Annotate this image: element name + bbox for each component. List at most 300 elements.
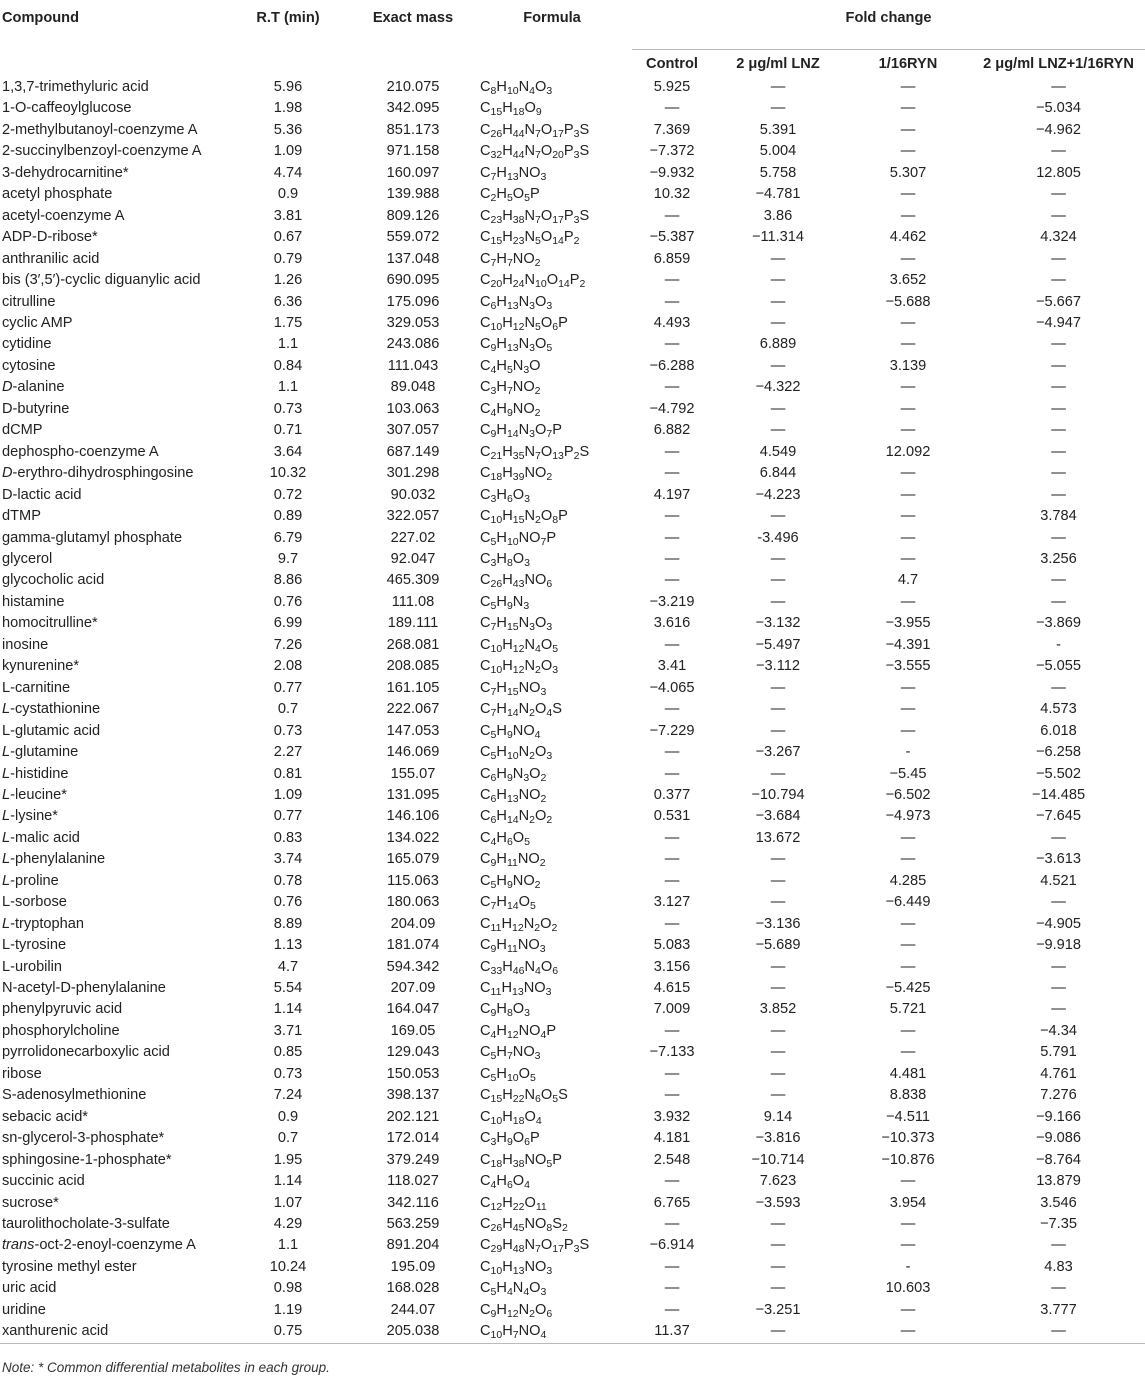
cell-ryn: −3.955 — [885, 615, 931, 632]
table-row — [0, 270, 1145, 291]
compound-name: -leucine* — [10, 786, 67, 803]
cell-lnz-ryn: — — [1051, 443, 1066, 460]
cell-formula: $C_3H_9O_6P$ — [480, 1130, 540, 1149]
compound-name: 2-succinylbenzoyl-coenzyme A — [2, 143, 202, 160]
cell-ryn: — — [900, 722, 916, 739]
cell-rt: 7.24 — [273, 1087, 303, 1104]
table-row — [0, 957, 1145, 978]
cell-control: 3.932 — [653, 1108, 691, 1125]
compound-name: 1-O-caffeoylglucose — [2, 100, 132, 117]
cell-rt: 10.24 — [269, 1258, 307, 1275]
cell-ryn: — — [900, 379, 916, 396]
cell-ryn: −4.973 — [885, 808, 931, 825]
table-row — [0, 1300, 1145, 1321]
cell-control: 7.009 — [653, 1001, 691, 1018]
cell-mass: 90.032 — [390, 486, 436, 503]
cell-ryn: 3.652 — [889, 272, 927, 289]
cell-mass: 379.249 — [386, 1151, 440, 1168]
cell-compound — [0, 999, 222, 1020]
cell-formula: $C_3H_6O_3$ — [480, 486, 530, 505]
cell-formula: $C_3H_8O_3$ — [480, 550, 530, 569]
cell-formula: $C_8H_{10}N_4O_3$ — [480, 79, 553, 97]
cell-lnz-ryn: — — [1051, 679, 1066, 696]
cell-lnz-ryn: — — [1051, 79, 1066, 95]
cell-compound — [0, 206, 222, 227]
compound-name: L-tyrosine — [2, 937, 67, 954]
cell-compound — [0, 613, 222, 634]
cell-formula: $C_4H_5N_3O$ — [480, 357, 541, 376]
cell-control: — — [664, 293, 680, 310]
table-row — [0, 764, 1145, 785]
compound-name: taurolithocholate-3-sulfate — [2, 1216, 170, 1233]
cell-rt: 5.96 — [273, 79, 303, 95]
table-row — [0, 656, 1145, 677]
table-row — [0, 1150, 1145, 1171]
cell-formula: $C_{11}H_{13}NO_3$ — [480, 980, 552, 999]
cell-rt: 0.76 — [273, 593, 303, 610]
cell-compound — [0, 721, 222, 742]
cell-mass: 92.047 — [390, 550, 436, 567]
cell-ryn: — — [900, 1301, 916, 1318]
cell-lnz: −4.322 — [755, 379, 801, 396]
compound-name: sphingosine-1-phosphate* — [2, 1151, 172, 1168]
cell-rt: 0.7 — [277, 1130, 299, 1147]
cell-mass: 103.063 — [386, 400, 440, 417]
cell-lnz: -3.496 — [757, 529, 799, 546]
table-row — [0, 828, 1145, 849]
cell-lnz-ryn: 3.256 — [1040, 550, 1077, 567]
cell-lnz: −3.132 — [755, 615, 801, 632]
cell-lnz: — — [770, 701, 786, 718]
cell-control: −4.065 — [649, 679, 695, 696]
compound-name: -histidine — [10, 765, 69, 782]
cell-formula: $C_{10}H_{13}NO_3$ — [480, 1258, 553, 1277]
compound-name: bis (3′,5′)-cyclic diguanylic acid — [2, 272, 201, 289]
cell-ryn: — — [900, 679, 916, 696]
cell-rt: 1.09 — [273, 786, 303, 803]
cell-lnz: −4.223 — [755, 486, 801, 503]
cell-rt: 1.19 — [273, 1301, 303, 1318]
cell-control: 4.181 — [653, 1130, 691, 1147]
cell-mass: 111.043 — [387, 357, 439, 374]
cell-mass: 111.08 — [391, 593, 435, 610]
cell-formula: $C_9H_{13}N_3O_5$ — [480, 336, 553, 355]
cell-control: −9.932 — [649, 164, 695, 181]
cell-control: — — [664, 701, 680, 718]
cell-compound — [0, 1278, 222, 1299]
cell-compound — [0, 957, 222, 978]
cell-rt: 4.74 — [273, 164, 303, 181]
cell-lnz: −5.689 — [755, 937, 801, 954]
cell-compound — [0, 98, 222, 119]
cell-control: 3.156 — [653, 958, 691, 975]
table-row — [0, 1321, 1145, 1343]
cell-lnz-ryn: 3.777 — [1040, 1301, 1077, 1318]
cell-mass: 268.081 — [386, 636, 440, 653]
cell-lnz-ryn: — — [1051, 250, 1066, 267]
cell-mass: 195.09 — [390, 1258, 436, 1275]
cell-compound — [0, 892, 222, 913]
cell-control: — — [664, 379, 680, 396]
cell-formula: $C_5H_9N_3$ — [480, 593, 530, 612]
cell-control: −4.792 — [649, 400, 695, 417]
cell-ryn: −10.373 — [881, 1130, 935, 1147]
compound-prefix: L — [2, 808, 11, 825]
cell-mass: 244.07 — [390, 1301, 436, 1318]
table-row — [0, 914, 1145, 935]
cell-compound — [0, 806, 222, 827]
cell-lnz-ryn: — — [1051, 422, 1066, 439]
cell-lnz: — — [770, 272, 786, 289]
cell-formula: $C_7H_{14}N_2O_4S$ — [480, 701, 562, 720]
table-row — [0, 1235, 1145, 1256]
compound-name: succinic acid — [2, 1173, 85, 1190]
cell-mass: 594.342 — [386, 958, 440, 975]
cell-lnz-ryn: −6.258 — [1035, 744, 1082, 761]
cell-lnz: 6.889 — [759, 336, 797, 353]
cell-mass: 146.069 — [386, 744, 440, 761]
cell-control: −5.387 — [649, 229, 695, 246]
table-row — [0, 1085, 1145, 1106]
cell-control: — — [664, 1280, 680, 1297]
cell-ryn: 4.462 — [889, 229, 927, 246]
cell-control: 7.369 — [653, 121, 691, 138]
cell-compound — [0, 742, 222, 763]
cell-rt: 0.78 — [273, 872, 303, 889]
cell-rt: 1.14 — [273, 1173, 303, 1190]
cell-lnz: 7.623 — [759, 1173, 797, 1190]
cell-formula: $C_{10}H_{18}O_4$ — [480, 1108, 542, 1127]
cell-formula: $C_7H_{14}O_5$ — [480, 894, 536, 913]
table-row — [0, 227, 1145, 248]
cell-mass: 189.111 — [387, 615, 439, 632]
cell-rt: 0.85 — [273, 1044, 303, 1061]
table-row — [0, 635, 1145, 656]
cell-compound — [0, 356, 222, 377]
cell-formula: $C_9H_{14}N_3O_7P$ — [480, 422, 562, 441]
cell-ryn: 3.954 — [889, 1194, 927, 1211]
cell-mass: 329.053 — [386, 314, 440, 331]
cell-mass: 307.057 — [386, 422, 440, 439]
cell-ryn: — — [900, 207, 916, 224]
compound-prefix: L — [2, 872, 11, 889]
cell-compound — [0, 1235, 222, 1256]
cell-lnz-ryn: −9.086 — [1035, 1130, 1082, 1147]
cell-rt: 9.7 — [277, 550, 299, 567]
cell-mass: 222.067 — [386, 701, 440, 718]
cell-mass: 202.121 — [386, 1108, 440, 1125]
compound-name: L-sorbose — [2, 894, 67, 911]
cell-lnz-ryn: — — [1051, 958, 1066, 975]
compound-name: L-glutamic acid — [2, 722, 101, 739]
cell-rt: 6.36 — [273, 293, 303, 310]
cell-mass: 342.116 — [387, 1194, 439, 1211]
table-row — [0, 313, 1145, 334]
cell-compound — [0, 1064, 222, 1085]
cell-lnz: −3.136 — [755, 915, 801, 932]
cell-mass: 971.158 — [386, 143, 440, 160]
compound-name: tyrosine methyl ester — [2, 1258, 137, 1275]
table-row — [0, 420, 1145, 441]
cell-compound — [0, 699, 222, 720]
cell-lnz-ryn: — — [1051, 593, 1066, 610]
compound-prefix: L — [2, 765, 11, 782]
cell-rt: 2.08 — [273, 658, 303, 675]
cell-ryn: 4.481 — [889, 1065, 927, 1082]
cell-compound — [0, 141, 222, 162]
cell-rt: 3.71 — [273, 1022, 303, 1039]
cell-ryn: −4.391 — [885, 636, 931, 653]
compound-name: cytidine — [2, 336, 52, 353]
cell-rt: 0.73 — [273, 722, 303, 739]
cell-formula: $C_7H_{15}NO_3$ — [480, 679, 547, 698]
cell-rt: 1.75 — [273, 314, 303, 331]
cell-formula: $C_{10}H_{12}N_2O_3$ — [480, 658, 559, 677]
compound-name: uric acid — [2, 1280, 57, 1297]
compound-name: -malic acid — [10, 829, 80, 846]
cell-formula: $C_{10}H_{12}N_5O_6P$ — [480, 314, 568, 333]
compound-name: -erythro-dihydrosphingosine — [12, 465, 194, 482]
compound-name: ribose — [2, 1065, 42, 1082]
cell-mass: 301.298 — [386, 465, 440, 482]
cell-formula: $C_9H_{12}N_2O_6$ — [480, 1301, 553, 1320]
cell-lnz: 6.844 — [759, 465, 797, 482]
cell-lnz: 9.14 — [763, 1108, 793, 1125]
cell-control: 0.531 — [653, 808, 691, 825]
cell-mass: 322.057 — [386, 508, 440, 525]
cell-mass: 160.097 — [386, 164, 440, 181]
compound-name: S-adenosylmethionine — [2, 1087, 147, 1104]
cell-compound — [0, 914, 222, 935]
compound-name: histamine — [2, 593, 65, 610]
compound-name: -phenylalanine — [10, 851, 106, 868]
header-exact-mass: Exact mass — [372, 10, 454, 26]
compound-name: -alanine — [12, 379, 65, 396]
cell-mass: 139.988 — [386, 186, 440, 203]
cell-lnz-ryn: 12.805 — [1036, 164, 1081, 181]
cell-ryn: — — [900, 937, 916, 954]
cell-compound — [0, 120, 222, 141]
cell-formula: $C_5H_9NO_4$ — [480, 722, 541, 741]
compound-name: kynurenine* — [2, 658, 80, 675]
cell-formula: $C_{33}H_{46}N_4O_6$ — [480, 958, 559, 977]
cell-rt: 5.54 — [273, 980, 303, 997]
cell-ryn: — — [900, 915, 916, 932]
compound-prefix: L — [2, 915, 11, 932]
cell-formula: $C_2H_5O_5P$ — [480, 186, 540, 205]
cell-control: −7.229 — [649, 722, 695, 739]
cell-lnz: — — [770, 765, 786, 782]
cell-formula: $C_5H_4N_4O_3$ — [480, 1280, 547, 1299]
cell-control: — — [664, 1065, 680, 1082]
cell-ryn: — — [900, 1173, 916, 1190]
cell-control: 10.32 — [653, 186, 691, 203]
cell-compound — [0, 635, 222, 656]
cell-rt: 8.86 — [273, 572, 303, 589]
cell-mass: 169.05 — [390, 1022, 436, 1039]
cell-lnz: — — [770, 1258, 786, 1275]
cell-rt: 0.98 — [273, 1280, 303, 1297]
cell-lnz-ryn: — — [1051, 379, 1066, 396]
compound-name: xanthurenic acid — [2, 1323, 109, 1340]
cell-rt: 0.77 — [273, 808, 303, 825]
cell-ryn: 5.307 — [889, 164, 927, 181]
cell-lnz: −10.794 — [751, 786, 805, 803]
cell-lnz-ryn: −4.947 — [1035, 314, 1082, 331]
cell-ryn: - — [905, 1258, 911, 1275]
cell-ryn: — — [900, 508, 916, 525]
compound-name: pyrrolidonecarboxylic acid — [2, 1044, 170, 1061]
cell-mass: 180.063 — [386, 894, 440, 911]
cell-formula: $C_5H_{10}NO_7P$ — [480, 529, 557, 548]
compound-name: inosine — [2, 636, 49, 653]
cell-lnz: — — [770, 1087, 786, 1104]
cell-rt: 6.99 — [273, 615, 303, 632]
cell-control: 3.41 — [657, 658, 687, 675]
cell-ryn: −5.688 — [885, 293, 931, 310]
cell-lnz: −5.497 — [755, 636, 801, 653]
cell-lnz: — — [770, 1044, 786, 1061]
cell-lnz: — — [770, 400, 786, 417]
cell-rt: 0.76 — [273, 894, 303, 911]
cell-rt: 8.89 — [273, 915, 303, 932]
cell-rt: 1.1 — [277, 1237, 299, 1254]
cell-mass: 207.09 — [390, 980, 436, 997]
cell-ryn: 8.838 — [889, 1087, 927, 1104]
cell-ryn: −3.555 — [885, 658, 931, 675]
cell-mass: 118.027 — [387, 1173, 439, 1190]
cell-lnz: — — [770, 980, 786, 997]
cell-formula: $C_5H_9NO_2$ — [480, 872, 541, 891]
cell-control: −3.219 — [649, 593, 695, 610]
cell-formula: $C_{26}H_{45}NO_8S_2$ — [480, 1216, 568, 1235]
cell-compound — [0, 1150, 222, 1171]
cell-ryn: — — [900, 593, 916, 610]
table-row — [0, 699, 1145, 720]
cell-rt: 1.26 — [273, 272, 303, 289]
cell-lnz-ryn: — — [1051, 486, 1066, 503]
table-row — [0, 249, 1145, 270]
cell-control: 0.377 — [653, 786, 691, 803]
cell-rt: 0.84 — [273, 357, 303, 374]
cell-rt: 0.72 — [273, 486, 303, 503]
cell-rt: 1.09 — [273, 143, 303, 160]
cell-lnz: 5.758 — [759, 164, 797, 181]
cell-rt: 3.74 — [273, 851, 303, 868]
compound-name: D-butyrine — [2, 400, 70, 417]
compound-prefix: L — [2, 786, 11, 803]
cell-ryn: — — [900, 550, 916, 567]
cell-compound — [0, 1021, 222, 1042]
cell-mass: 891.204 — [386, 1237, 440, 1254]
cell-rt: 3.64 — [273, 443, 303, 460]
cell-lnz-ryn: 4.521 — [1040, 872, 1077, 889]
table-row — [0, 141, 1145, 162]
cell-lnz-ryn: 4.324 — [1040, 229, 1077, 246]
header-fold-change: Fold change — [632, 0, 1145, 50]
cell-lnz: 5.004 — [759, 143, 797, 160]
cell-formula: $C_9H_{11}NO_3$ — [480, 937, 546, 956]
cell-lnz: — — [770, 722, 786, 739]
cell-control: 6.765 — [653, 1194, 691, 1211]
cell-formula: $C_{11}H_{12}N_2O_2$ — [480, 915, 558, 934]
cell-control: — — [664, 1216, 680, 1233]
compound-name: glycerol — [2, 550, 53, 567]
table-row — [0, 485, 1145, 506]
compound-prefix: L — [2, 744, 11, 761]
cell-mass: 204.09 — [390, 915, 436, 932]
cell-rt: 0.73 — [273, 1065, 303, 1082]
cell-rt: 0.71 — [273, 422, 303, 439]
cell-lnz-ryn: — — [1051, 572, 1066, 589]
cell-compound — [0, 570, 222, 591]
cell-lnz: — — [770, 1216, 786, 1233]
cell-lnz-ryn: −5.034 — [1035, 100, 1082, 117]
table-row — [0, 871, 1145, 892]
cell-rt: 4.7 — [277, 958, 299, 975]
compound-name: sebacic acid* — [2, 1108, 88, 1125]
cell-control: 4.197 — [653, 486, 691, 503]
cell-rt: 3.81 — [273, 207, 303, 224]
cell-control: — — [664, 272, 680, 289]
cell-formula: $C_7H_7NO_2$ — [480, 250, 541, 269]
header-lnz-ryn: 2 μg/ml LNZ+1/16RYN — [983, 55, 1134, 72]
compound-name: dTMP — [2, 508, 41, 525]
header-control: Control — [646, 55, 698, 72]
cell-mass: 809.126 — [386, 207, 440, 224]
cell-control: — — [664, 872, 680, 889]
cell-mass: 210.075 — [386, 79, 440, 95]
cell-lnz-ryn: — — [1051, 1237, 1066, 1254]
header-formula: Formula — [523, 10, 581, 26]
cell-ryn: — — [900, 465, 916, 482]
cell-formula: $C_{29}H_{48}N_7O_{17}P_3S$ — [480, 1237, 590, 1256]
compound-name: cyclic AMP — [2, 314, 73, 331]
cell-compound — [0, 528, 222, 549]
compound-name: -lysine* — [10, 808, 58, 825]
cell-lnz-ryn: 3.784 — [1040, 508, 1077, 525]
cell-compound — [0, 420, 222, 441]
cell-compound — [0, 785, 222, 806]
table-row — [0, 1214, 1145, 1235]
cell-control: — — [664, 529, 680, 546]
cell-ryn: — — [900, 250, 916, 267]
cell-ryn: — — [900, 121, 916, 138]
compound-name: homocitrulline* — [2, 615, 98, 632]
cell-formula: $C_9H_{11}NO_2$ — [480, 851, 546, 870]
cell-lnz-ryn: −7.645 — [1035, 808, 1082, 825]
compound-name: -cystathionine — [10, 701, 101, 718]
cell-lnz-ryn: — — [1051, 894, 1066, 911]
compound-name: dCMP — [2, 422, 43, 439]
cell-mass: 134.022 — [386, 829, 440, 846]
cell-control: — — [664, 765, 680, 782]
cell-formula: $C_{32}H_{44}N_7O_{20}P_3S$ — [480, 143, 590, 162]
cell-lnz: 5.391 — [759, 121, 797, 138]
cell-compound — [0, 1214, 222, 1235]
cell-ryn: — — [900, 1044, 916, 1061]
cell-ryn: — — [900, 143, 916, 160]
compound-name: 1,3,7-trimethyluric acid — [2, 79, 149, 95]
cell-rt: 2.27 — [273, 744, 303, 761]
cell-ryn: −10.876 — [881, 1151, 935, 1168]
cell-lnz-ryn: −5.502 — [1035, 765, 1082, 782]
cell-formula: $C_{18}H_{38}NO_5P$ — [480, 1151, 562, 1170]
cell-control: −6.288 — [649, 357, 695, 374]
cell-formula: $C_5H_{10}N_2O_3$ — [480, 744, 553, 763]
cell-compound — [0, 1085, 222, 1106]
cell-lnz-ryn: - — [1056, 636, 1061, 653]
